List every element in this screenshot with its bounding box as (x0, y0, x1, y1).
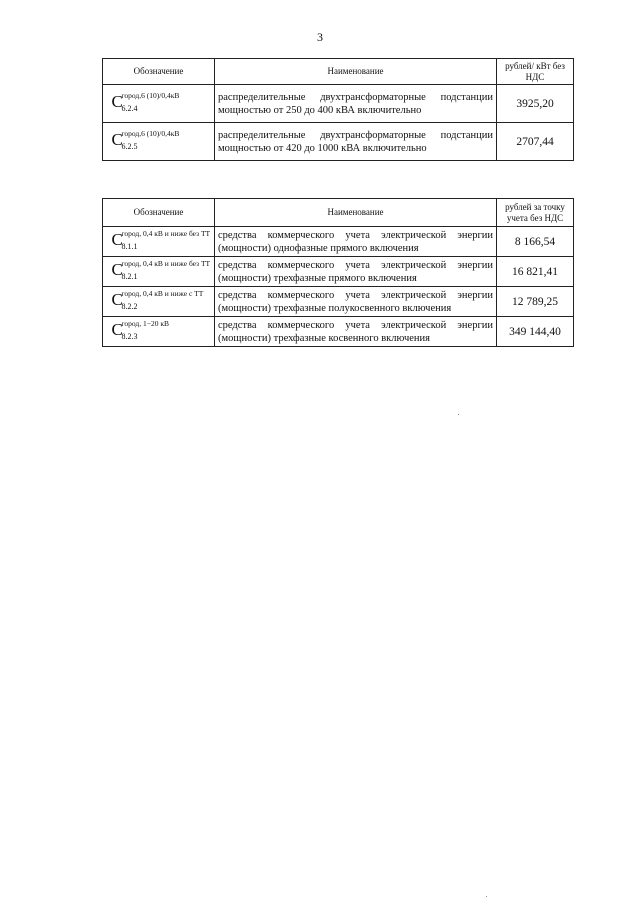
scan-speck (458, 414, 459, 415)
name-cell: средства коммерческого учета электрической энергии (мощности) трехфазные косвенного включения (215, 317, 497, 347)
designation-formula: C город, 0,4 кВ и ниже без ТТ 8.1.1 (111, 229, 211, 251)
table-row (103, 227, 574, 257)
table-header-row (103, 199, 574, 227)
designation-formula: C город, 0,4 кВ и ниже без ТТ 8.2.1 (111, 259, 211, 281)
header-price: рублей/ кВт без НДС (497, 59, 574, 85)
price-cell: 349 144,40 (497, 317, 574, 347)
designation-formula: C город, 0,4 кВ и ниже с ТТ 8.2.2 (111, 289, 204, 311)
table-row (103, 123, 574, 161)
designation-cell (103, 287, 215, 317)
price-cell: 2707,44 (497, 123, 574, 161)
name-cell: средства коммерческого учета электрической энергии (мощности) трехфазные полукосвенного включения (215, 287, 497, 317)
name-cell: средства коммерческого учета электрической энергии (мощности) однофазные прямого включения (215, 227, 497, 257)
header-designation: Обозначение (103, 59, 215, 85)
price-cell: 8 166,54 (497, 227, 574, 257)
header-designation: Обозначение (103, 199, 215, 227)
designation-formula: C город, 1−20 кВ 8.2.3 (111, 319, 169, 341)
price-cell: 16 821,41 (497, 257, 574, 287)
designation-cell (103, 227, 215, 257)
name-cell: средства коммерческого учета электрической энергии (мощности) трехфазные прямого включения (215, 257, 497, 287)
designation-cell (103, 123, 215, 161)
header-name: Наименование (215, 59, 497, 85)
table-row (103, 287, 574, 317)
table-row (103, 257, 574, 287)
name-cell: распределительные двухтрансформаторные подстанции мощностью от 250 до 400 кВА включительно (215, 85, 497, 123)
header-name: Наименование (215, 199, 497, 227)
scan-speck (486, 896, 487, 897)
designation-cell (103, 85, 215, 123)
designation-formula: C город,6 (10)/0,4кВ 6.2.4 (111, 91, 180, 113)
table-row (103, 85, 574, 123)
tariff-table-substations (102, 58, 574, 161)
page-number: 3 (317, 30, 323, 44)
name-cell: распределительные двухтрансформаторные подстанции мощностью от 420 до 1000 кВА включительно (215, 123, 497, 161)
table-row (103, 317, 574, 347)
designation-cell (103, 257, 215, 287)
header-price: рублей за точку учета без НДС (497, 199, 574, 227)
price-cell: 3925,20 (497, 85, 574, 123)
designation-formula: C город,6 (10)/0,4кВ 6.2.5 (111, 129, 180, 151)
designation-cell (103, 317, 215, 347)
price-cell: 12 789,25 (497, 287, 574, 317)
table-header-row (103, 59, 574, 85)
tariff-table-metering (102, 198, 574, 347)
